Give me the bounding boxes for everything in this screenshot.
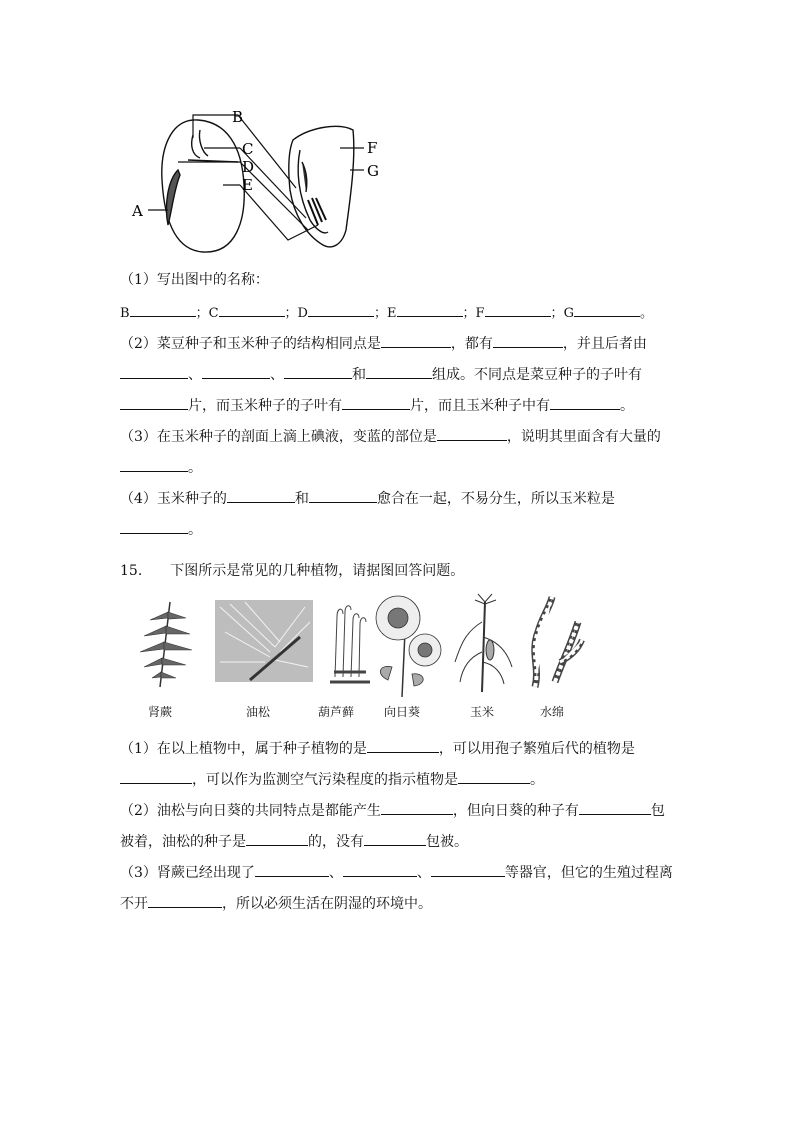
- q15-part2-line2: 被着，油松的种子是 的，没有 包被。: [120, 831, 468, 851]
- blank[interactable]: [246, 831, 308, 846]
- blank[interactable]: [366, 364, 432, 379]
- pine-illustration: [215, 600, 313, 682]
- blank[interactable]: [458, 769, 530, 784]
- q14-part1-answers: B ；C ；D ；E ；F ；G 。: [120, 302, 653, 323]
- blank[interactable]: [493, 333, 563, 348]
- label-C: C: [242, 140, 254, 158]
- plant-label-pine: 油松: [246, 705, 271, 719]
- blank-D[interactable]: [308, 302, 374, 317]
- plant-label-spirogyra: 水绵: [540, 705, 565, 719]
- blank[interactable]: [120, 519, 188, 534]
- spirogyra-illustration: [535, 597, 582, 687]
- q14-part2-line2: 、 、 和 组成。不同点是菜豆种子的子叶有: [120, 364, 642, 384]
- blank[interactable]: [431, 862, 505, 877]
- blank[interactable]: [364, 831, 426, 846]
- bean-seed: [162, 120, 244, 252]
- answer-label-D: D: [297, 306, 308, 321]
- q15-part3-line2: 不开 ，所以必须生活在阴湿的环境中。: [120, 893, 432, 913]
- plant-label-corn: 玉米: [470, 705, 495, 719]
- blank[interactable]: [227, 488, 295, 503]
- plant-label-sunflower: 向日葵: [384, 705, 421, 719]
- blank[interactable]: [284, 364, 352, 379]
- blank[interactable]: [120, 457, 188, 472]
- answer-label-G: G: [563, 306, 574, 321]
- blank[interactable]: [120, 769, 192, 784]
- blank[interactable]: [381, 800, 453, 815]
- blank-B[interactable]: [130, 302, 196, 317]
- q14-part3-line1: （3）在玉米种子的剖面上滴上碘液，变蓝的部位是 ，说明其里面含有大量的: [120, 426, 661, 446]
- label-B: B: [232, 108, 244, 126]
- seed-diagram: [118, 100, 388, 260]
- blank[interactable]: [148, 893, 222, 908]
- blank[interactable]: [120, 395, 188, 410]
- q14-part2-line1: （2）菜豆种子和玉米种子的结构相同点是 ，都有 ，并且后者由: [120, 333, 647, 353]
- plant-label-moss: 葫芦藓: [318, 705, 355, 719]
- corn-plant-illustration: [455, 594, 512, 692]
- q14-part3-line2: 。: [120, 457, 202, 477]
- blank[interactable]: [437, 426, 507, 441]
- label-A: A: [132, 202, 143, 220]
- answer-label-E: E: [387, 306, 397, 321]
- label-G: G: [367, 162, 379, 180]
- blank[interactable]: [255, 862, 329, 877]
- blank[interactable]: [367, 738, 439, 753]
- blank[interactable]: [343, 862, 417, 877]
- plants-figure: [130, 592, 600, 700]
- blank[interactable]: [202, 364, 270, 379]
- blank[interactable]: [120, 364, 188, 379]
- plant-label-fern: 肾蕨: [148, 705, 173, 719]
- fern-illustration: [140, 602, 192, 687]
- answer-label-F: F: [475, 306, 485, 321]
- label-F: F: [367, 139, 378, 157]
- question-title: 下图所示是常见的几种植物，请据图回答问题。: [170, 563, 465, 579]
- label-E: E: [242, 176, 253, 194]
- q15-heading: [120, 562, 464, 580]
- label-D: D: [242, 158, 255, 176]
- answer-label-C: C: [208, 306, 219, 321]
- q15-part1-line1: （1）在以上植物中，属于种子植物的是 ，可以用孢子繁殖后代的植物是: [120, 738, 635, 758]
- sunflower-illustration: [376, 596, 441, 697]
- answer-label-B: B: [120, 306, 130, 321]
- blank[interactable]: [381, 333, 451, 348]
- question-number: 15.: [120, 563, 143, 579]
- blank-C[interactable]: [219, 302, 285, 317]
- q14-part4-line1: （4）玉米种子的 和 愈合在一起，不易分生，所以玉米粒是: [120, 488, 615, 508]
- corn-seed: [289, 126, 354, 247]
- blank[interactable]: [309, 488, 377, 503]
- blank-E[interactable]: [397, 302, 463, 317]
- q14-part4-line2: 。: [120, 519, 202, 539]
- moss-illustration: [330, 606, 370, 682]
- blank[interactable]: [342, 395, 410, 410]
- blank-G[interactable]: [574, 302, 640, 317]
- blank[interactable]: [550, 395, 620, 410]
- q14-part1: （1）写出图中的名称：: [120, 272, 269, 288]
- q15-part2-line1: （2）油松与向日葵的共同特点是都能产生 ，但向日葵的种子有 包: [120, 800, 665, 820]
- blank-F[interactable]: [485, 302, 551, 317]
- blank[interactable]: [579, 800, 651, 815]
- q15-part3-line1: （3）肾蕨已经出现了 、 、 等器官，但它的生殖过程离: [120, 862, 673, 882]
- q14-part2-line3: 片，而玉米种子的子叶有 片，而且玉米种子中有 。: [120, 395, 634, 415]
- q15-part1-line2: ，可以作为监测空气污染程度的指示植物是 。: [120, 769, 544, 789]
- leader-lines: [148, 115, 364, 240]
